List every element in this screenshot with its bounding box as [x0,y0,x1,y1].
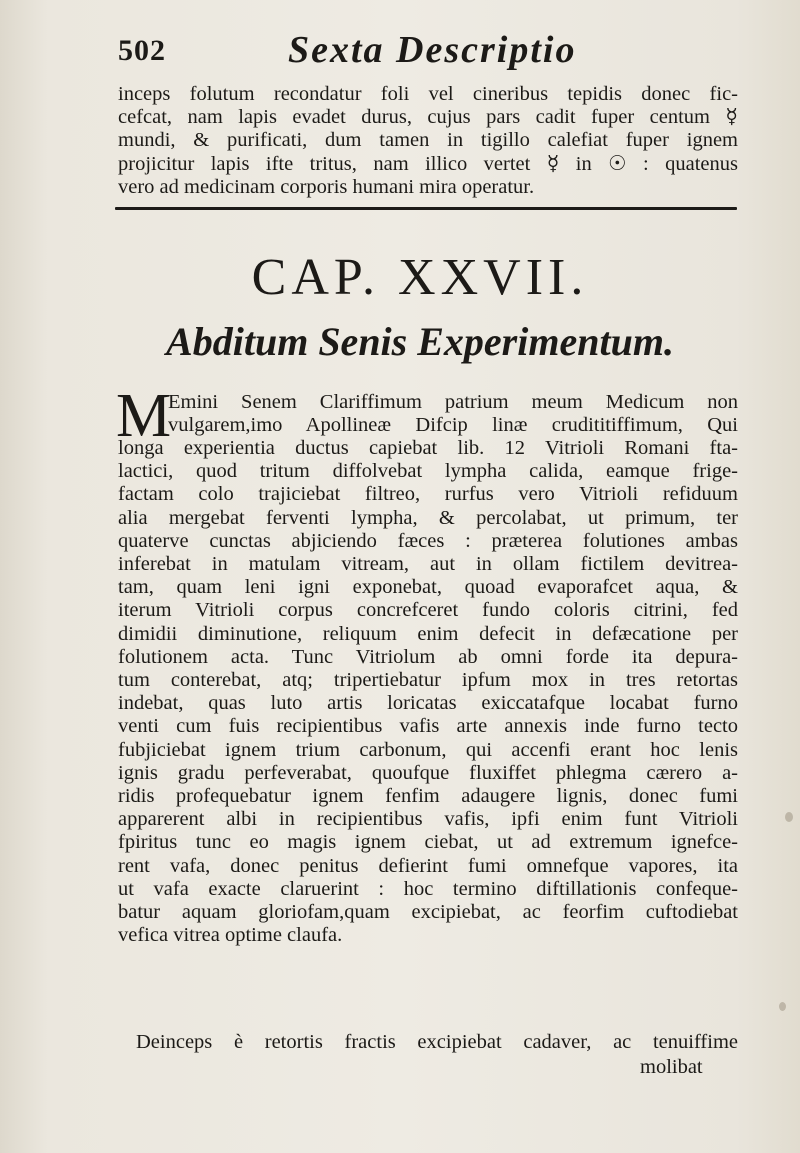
text-line: inferebat in matulam vitream, aut in ollam fictilem devitrea- [118,553,738,576]
text-line: ut vafa exacte claruerint : hoc termino diftillationis confeque- [118,877,738,900]
text-line: fubjiciebat ignem trium carbonum, qui accenfi erant hoc lenis [118,738,738,761]
section-divider [115,207,737,210]
page-header [118,28,728,78]
text-line: iterum Vitrioli corpus concrefceret fundo coloris citrini, fed [118,599,738,622]
ink-spot [785,812,793,822]
text-line: vulgarem,imo Apollineæ Difcip linæ crudititiffimum, Qui [168,414,738,437]
text-line: dimidii diminutione, reliquum enim defecit in defæcatione per [118,622,738,645]
chapter-title: CAP. XXVII. [251,249,589,306]
text-line: apparerent albi in recipientibus vafis, ipfi enim funt Vitrioli [118,808,738,831]
text-line: venti cum fuis recipientibus vafis arte annexis inde furno tecto [118,715,738,738]
text-line: batur aquam gloriofam,quam excipiebat, ac feorfim cuftodiebat [118,901,738,924]
text-line: fpiritus tunc eo magis ignem ciebat, ut ad extremum ignefce- [118,831,738,854]
text-line: projicitur lapis ifte tritus, nam illico vertet ☿ in ☉ : quatenus [118,152,738,175]
catchword: molibat [640,1056,703,1078]
text-line: tum conterebat, atq; tripertiebatur ipfum mox in tres retortas [118,669,738,692]
ink-spot [779,1002,786,1011]
chapter-subtitle: Abditum Senis Experimentum. [166,319,674,364]
text-line: Emini Senem Clariffimum patrium meum Medicum non [168,391,738,413]
page-number: 502 [118,34,166,67]
text-line: inceps folutum recondatur foli vel cineribus tepidis donec fic- [118,83,738,105]
text-line: indebat, quas luto artis loricatas exiccatafque locabat furno [118,692,738,715]
text-line: folutionem acta. Tunc Vitriolum ab omni forde ita depura- [118,645,738,668]
text-line: quaterve cunctas abjiciendo fæces : prætereа folutiones ambas [118,529,738,552]
text-line: rent vafa, donec penitus defierint fumi omnefque vapores, ita [118,854,738,877]
text-line: Deinceps è retortis fractis excipiebat cadaver, ac tenuiffime [136,1031,738,1053]
text-line: vero ad medicinam corporis humani mira operatur. [118,175,535,198]
text-line: vefica vitrea optime claufa. [118,924,343,947]
text-line: ignis gradu perfeverabat, quoufque fluxiffet phlegma cærero a- [118,761,738,784]
text-line: tam, quam leni igni exponebat, quoad evaporafcet aqua, & [118,576,738,599]
next-paragraph [118,1031,738,1054]
opening-lines [168,391,738,437]
text-line: cefcat, nam lapis evadet durus, cujus pars cadit fuper centum ☿ [118,106,738,129]
text-line: alia mergebat ferventi lympha, & percolabat, ut primum, ter [118,506,738,529]
text-line: ridis profequebatur ignem fenfim adaugere lignis, donec fumi [118,785,738,808]
text-line: mundi, & purificati, dum tamen in tigillo calefiat fuper ignem [118,129,738,152]
drop-cap: M [116,382,172,450]
running-head: Sexta Descriptio [288,29,577,71]
text-line: lactici, quod tritum diffolvebat lympha calida, eamque frige- [118,460,738,483]
text-line: longa experientia ductus capiebat lib. 12 Vitrioli Romani fta- [118,437,738,459]
text-line: factam colo trajiciebat filtreo, rurfus vero Vitrioli refiduum [118,483,738,506]
body-paragraph [118,437,738,947]
intro-paragraph [118,83,738,199]
